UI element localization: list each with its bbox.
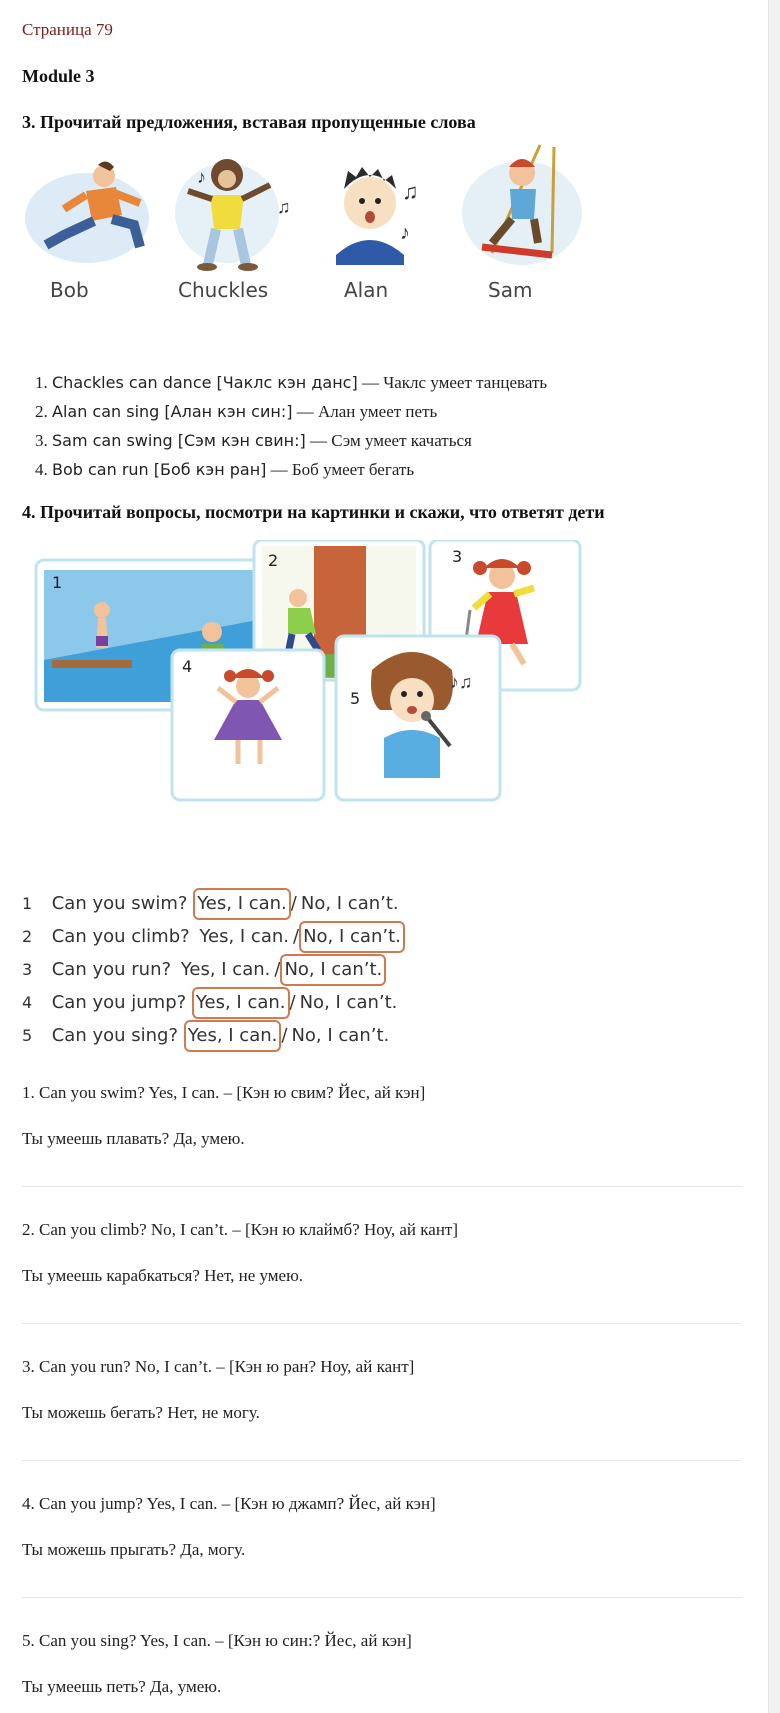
answer-block bbox=[22, 1356, 742, 1424]
answer-line: 3. Can you run? No, I can’t. – [Кэн ю ран? Ноу, ай кант] bbox=[22, 1357, 415, 1376]
answer-no: No, I can’t. bbox=[291, 1025, 390, 1046]
answer-separator: / bbox=[290, 893, 297, 914]
answer-yes: Yes, I can. bbox=[192, 987, 290, 1019]
answer-separator: / bbox=[293, 926, 300, 947]
picture-label-bob: Bob bbox=[50, 278, 89, 302]
answer-separator: / bbox=[274, 959, 281, 980]
sentence-ru: — Алан умеет петь bbox=[292, 402, 438, 421]
card-sing bbox=[336, 636, 500, 800]
answer-yes: Yes, I can. bbox=[184, 1020, 282, 1052]
divider bbox=[22, 1460, 742, 1461]
workbook-row bbox=[22, 987, 405, 1020]
svg-text:♪: ♪ bbox=[197, 167, 206, 187]
svg-text:♪♫: ♪♫ bbox=[450, 672, 473, 692]
answer-block bbox=[22, 1082, 742, 1150]
answer-yes: Yes, I can. bbox=[193, 888, 291, 920]
svg-text:♫: ♫ bbox=[277, 197, 291, 217]
sentence-item bbox=[52, 368, 547, 397]
answer-translation: Ты умеешь петь? Да, умею. bbox=[22, 1677, 222, 1696]
card-number-3: 3 bbox=[452, 547, 463, 566]
row-number: 4 bbox=[22, 993, 33, 1012]
task4-heading: 4. Прочитай вопросы, посмотри на картинки и скажи, что ответят дети bbox=[22, 502, 605, 522]
answer-separator: / bbox=[281, 1025, 288, 1046]
row-question: Can you swim? bbox=[51, 893, 188, 914]
row-number: 3 bbox=[22, 960, 33, 979]
workbook-row bbox=[22, 921, 405, 954]
answer-no: No, I can’t. bbox=[300, 893, 399, 914]
answer-line: 4. Can you jump? Yes, I can. – [Кэн ю джамп? Йес, ай кэн] bbox=[22, 1494, 436, 1513]
sentence-item bbox=[52, 426, 547, 455]
sentence-en: Bob can run [Боб кэн ран] bbox=[52, 460, 267, 479]
row-number: 2 bbox=[22, 927, 33, 946]
divider bbox=[22, 1597, 742, 1598]
chuckles-illustration bbox=[175, 159, 291, 302]
task3-sentences bbox=[22, 368, 547, 484]
svg-text:♫: ♫ bbox=[402, 179, 419, 204]
workbook-row bbox=[22, 954, 405, 987]
sentence-ru: — Сэм умеет качаться bbox=[305, 431, 472, 450]
bob-illustration bbox=[25, 161, 149, 302]
card-number-5: 5 bbox=[350, 689, 361, 708]
divider bbox=[22, 1323, 742, 1324]
answer-no: No, I can’t. bbox=[280, 954, 386, 986]
answer-yes: Yes, I can. bbox=[180, 959, 271, 980]
workbook-row bbox=[22, 888, 405, 921]
workbook-answers bbox=[22, 888, 405, 1053]
answer-line: 5. Can you sing? Yes, I can. – [Кэн ю син:? Йес, ай кэн] bbox=[22, 1631, 412, 1650]
row-number: 5 bbox=[22, 1026, 33, 1045]
alan-illustration bbox=[336, 167, 419, 302]
answer-block bbox=[22, 1219, 742, 1287]
sentence-en: Sam can swing [Сэм кэн свин:] bbox=[52, 431, 306, 450]
divider bbox=[22, 1186, 742, 1187]
answer-translation: Ты умеешь карабкаться? Нет, не умею. bbox=[22, 1266, 304, 1285]
answer-translation: Ты можешь бегать? Нет, не могу. bbox=[22, 1403, 260, 1422]
answer-separator: / bbox=[289, 992, 296, 1013]
answer-block bbox=[22, 1493, 742, 1561]
sentence-en: Chackles can dance [Чаклс кэн данс] bbox=[52, 373, 358, 392]
characters-picture bbox=[22, 143, 582, 313]
sam-illustration bbox=[462, 145, 582, 302]
card-jump bbox=[172, 650, 324, 800]
svg-text:♪: ♪ bbox=[400, 222, 410, 244]
answer-no: No, I can’t. bbox=[299, 992, 398, 1013]
page-number-link[interactable]: Страница 79 bbox=[22, 20, 113, 39]
picture-label-sam: Sam bbox=[488, 278, 533, 302]
sentence-item bbox=[52, 397, 547, 426]
answer-line: 2. Can you climb? No, I can’t. – [Кэн ю клаймб? Ноу, ай кант] bbox=[22, 1220, 459, 1239]
task3-heading: 3. Прочитай предложения, вставая пропущенные слова bbox=[22, 112, 476, 132]
answer-yes: Yes, I can. bbox=[199, 926, 289, 947]
activity-cards-picture bbox=[22, 540, 602, 880]
row-question: Can you sing? bbox=[51, 1025, 179, 1046]
answer-translation: Ты можешь прыгать? Да, могу. bbox=[22, 1540, 246, 1559]
sentence-ru: — Боб умеет бегать bbox=[266, 460, 415, 479]
module-title: Module 3 bbox=[22, 66, 95, 86]
row-question: Can you climb? bbox=[51, 926, 190, 947]
row-number: 1 bbox=[22, 894, 33, 913]
sentence-en: Alan can sing [Алан кэн син:] bbox=[52, 402, 293, 421]
workbook-row bbox=[22, 1020, 405, 1053]
answer-translation: Ты умеешь плавать? Да, умею. bbox=[22, 1129, 245, 1148]
card-number-4: 4 bbox=[182, 657, 193, 676]
picture-label-alan: Alan bbox=[344, 278, 389, 302]
answer-block bbox=[22, 1630, 742, 1698]
card-number-1: 1 bbox=[52, 573, 63, 592]
row-question: Can you jump? bbox=[51, 992, 187, 1013]
card-number-2: 2 bbox=[268, 551, 279, 570]
picture-label-chuckles: Chuckles bbox=[178, 278, 269, 302]
answer-line: 1. Can you swim? Yes, I can. – [Кэн ю свим? Йес, ай кэн] bbox=[22, 1083, 426, 1102]
answer-no: No, I can’t. bbox=[299, 921, 405, 953]
page-scrollbar[interactable] bbox=[768, 0, 780, 1713]
sentence-item bbox=[52, 455, 547, 484]
row-question: Can you run? bbox=[51, 959, 172, 980]
sentence-ru: — Чаклс умеет танцевать bbox=[357, 373, 548, 392]
